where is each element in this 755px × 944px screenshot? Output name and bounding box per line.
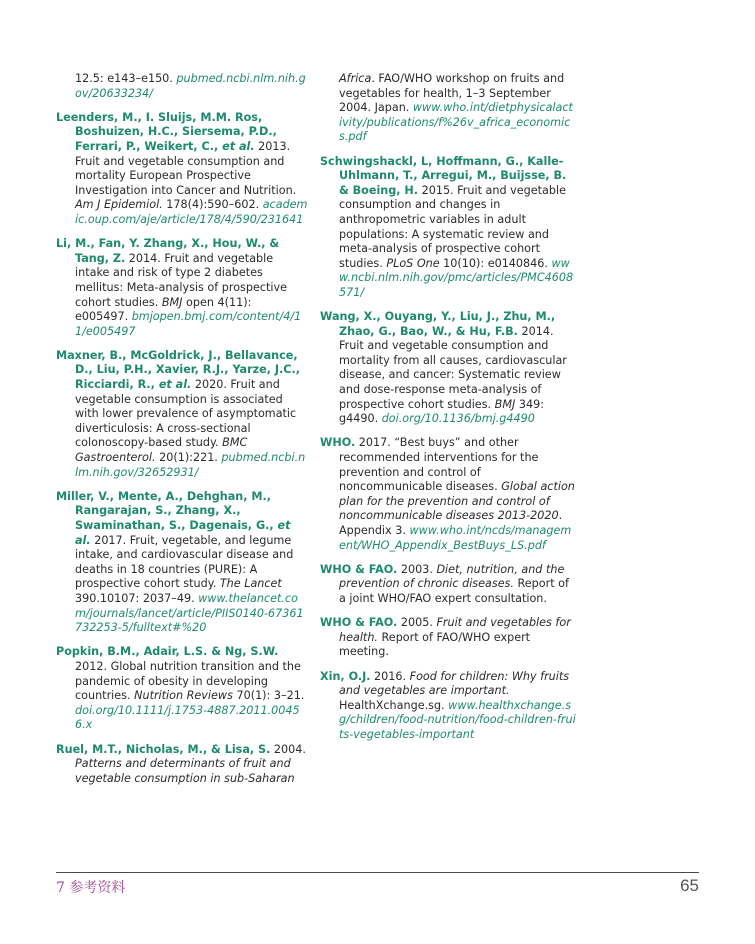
reference-link[interactable]: www.ncbi.nlm.nih.gov/pmc/articles/PMC4608571/: [339, 256, 574, 299]
reference-entry: [56, 237, 308, 339]
reference-text: HealthXchange.sg.: [339, 698, 449, 712]
reference-title: Diet, nutrition, and the prevention of chronic diseases.: [339, 562, 565, 591]
reference-text: 20(1):221.: [155, 451, 222, 465]
reference-title: Africa: [339, 72, 372, 85]
reference-authors: Xin, O.J.: [320, 669, 371, 683]
reference-title: Am J Epidemiol.: [75, 198, 163, 212]
reference-authors: Ruel, M.T., Nicholas, M., & Lisa, S.: [56, 742, 271, 756]
reference-text: 12.5: e143–e150.: [75, 72, 177, 85]
reference-text: 349: g4490.: [339, 397, 544, 426]
reference-title: Nutrition Reviews: [134, 689, 233, 703]
reference-title: Patterns and determinants of fruit and vegetable consumption in sub-Saharan: [75, 757, 295, 785]
reference-authors: Popkin, B.M., Adair, L.S. & Ng, S.W.: [56, 645, 279, 659]
reference-et-al: et al.: [158, 378, 192, 392]
reference-text: open 4(11): e005497.: [75, 295, 252, 324]
reference-et-al: et al.: [222, 139, 255, 153]
reference-title: BMJ: [161, 295, 183, 309]
reference-title: PLoS One: [386, 256, 440, 270]
chapter-label: 7 参考资料: [56, 880, 126, 896]
reference-entry: [320, 616, 576, 660]
reference-entry: [320, 310, 576, 427]
reference-authors: Schwingshackl, L, Hoffmann, G., Kalle-Uhlmann, T., Arregui, M., Buijsse, B. & Boeing, H.: [320, 154, 567, 197]
reference-text: . FAO/WHO workshop on fruits and vegetables for health, 1–3 September 2004. Japan.: [339, 72, 565, 115]
reference-link[interactable]: www.who.int/ncds/management/WHO_Appendix_BestBuys_LS.pdf: [339, 524, 572, 552]
references-left-column: [56, 72, 308, 796]
reference-text: 2017. Fruit, vegetable, and legume intake, and cardiovascular disease and deaths in 18 countries (PURE): A prospective cohort study.: [75, 533, 294, 591]
reference-text: 390.10107: 2037–49.: [75, 591, 199, 605]
reference-title: The Lancet: [219, 577, 282, 591]
reference-title: Food for children: Why fruits and vegetables are important.: [339, 669, 570, 698]
reference-title: BMC Gastroenterol.: [75, 436, 248, 465]
reference-et-al: et al.: [75, 519, 291, 547]
reference-authors: Wang, X., Ouyang, Y., Liu, J., Zhu, M., Zhao, G., Bao, W., & Hu, F.B.: [320, 310, 556, 338]
reference-link[interactable]: www.who.int/dietphysicalactivity/publications/f%26v_africa_economics.pdf: [339, 101, 573, 144]
reference-entry: [320, 155, 576, 301]
reference-authors: WHO & FAO.: [320, 616, 398, 630]
reference-entry: [320, 670, 576, 743]
reference-text: 2017. “Best buys” and other recommended interventions for the prevention and control of noncommunicable diseases.: [339, 436, 539, 494]
reference-entry: [56, 743, 308, 787]
reference-authors: Miller, V., Mente, A., Dehghan, M., Rangarajan, S., Zhang, X., Swaminathan, S., Dagenais, G.,: [56, 489, 278, 532]
reference-entry: [56, 490, 308, 636]
reference-text: 2014. Fruit and vegetable consumption and mortality from all causes, cardiovascular disease, and cancer: Systematic review and dose-response meta-analysis of prospective cohort studies.: [339, 324, 567, 411]
reference-text: Report of FAO/WHO expert meeting.: [339, 630, 531, 659]
reference-text: 2014. Fruit and vegetable intake and risk of type 2 diabetes mellitus: Meta-analysis of prospective cohort studies.: [75, 251, 288, 309]
reference-text: 2003.: [397, 562, 437, 576]
reference-link[interactable]: www.thelancet.com/journals/lancet/article/PIIS0140-67361732253-5/fulltext#%20: [75, 591, 304, 635]
reference-authors: WHO & FAO.: [320, 562, 398, 576]
reference-entry: [56, 349, 308, 480]
reference-authors: Maxner, B., McGoldrick, J., Bellavance, D., Liu, P.H., Xavier, R.J., Yarze, J.C., Ricciardi, R.,: [56, 348, 300, 392]
reference-entry: [56, 645, 308, 733]
reference-link[interactable]: doi.org/10.1111/j.1753-4887.2011.00456.x: [75, 703, 300, 732]
reference-text: 70(1): 3–21.: [232, 689, 305, 703]
reference-entry: [56, 72, 308, 101]
reference-text: Report of a joint WHO/FAO expert consultation.: [339, 577, 569, 605]
reference-authors: Leenders, M., I. Sluijs, M.M. Ros, Boshuizen, H.C., Siersema, P.D., Ferrari, P., Weikert, C.,: [56, 110, 277, 153]
reference-link[interactable]: doi.org/10.1136/bmj.g4490: [381, 412, 535, 426]
reference-link[interactable]: pubmed.ncbi.nlm.nih.gov/32652931/: [75, 451, 306, 479]
reference-title: Global action plan for the prevention and control of noncommunicable diseases 2013-2020: [339, 480, 575, 523]
reference-link[interactable]: bmjopen.bmj.com/content/4/11/e005497: [75, 310, 302, 338]
reference-title: BMJ: [494, 397, 516, 411]
reference-entry: [320, 563, 576, 607]
reference-text: . Appendix 3.: [339, 509, 563, 537]
references-right-column: [320, 72, 576, 752]
reference-link[interactable]: www.healthxchange.sg/children/food-nutrition/food-children-fruits-vegetables-important: [339, 698, 576, 741]
reference-text: 2004.: [270, 742, 306, 756]
page-number: 65: [680, 876, 699, 895]
reference-text: 2013. Fruit and vegetable consumption and mortality European Prospective Investigation into Cancer and Nutrition.: [75, 139, 297, 197]
reference-link[interactable]: academic.oup.com/aje/article/178/4/590/231641: [75, 198, 308, 226]
reference-text: 178(4):590–602.: [162, 198, 263, 212]
page-footer: [56, 872, 699, 896]
reference-text: 2005.: [397, 616, 437, 630]
reference-entry: [320, 436, 576, 553]
reference-authors: Li, M., Fan, Y. Zhang, X., Hou, W., & Tang, Z.: [56, 237, 280, 265]
reference-text: 10(10): e0140846.: [439, 256, 552, 270]
reference-text: 2012. Global nutrition transition and the pandemic of obesity in developing countries.: [75, 659, 301, 703]
reference-text: 2015. Fruit and vegetable consumption and changes in anthropometric variables in adult populations: A systematic review and meta-analysis of prospective cohort studies.: [339, 183, 566, 270]
reference-text: 2020. Fruit and vegetable consumption is associated with lower prevalence of asymptomatic diverticulosis: A cross-sectional colonoscopy-based study.: [75, 378, 297, 450]
reference-entry: [56, 111, 308, 228]
reference-entry: [320, 72, 576, 145]
reference-text: 2016.: [370, 669, 410, 683]
reference-authors: WHO.: [320, 436, 356, 450]
reference-link[interactable]: pubmed.ncbi.nlm.nih.gov/20633234/: [75, 72, 306, 100]
reference-title: Fruit and vegetables for health.: [339, 616, 571, 644]
